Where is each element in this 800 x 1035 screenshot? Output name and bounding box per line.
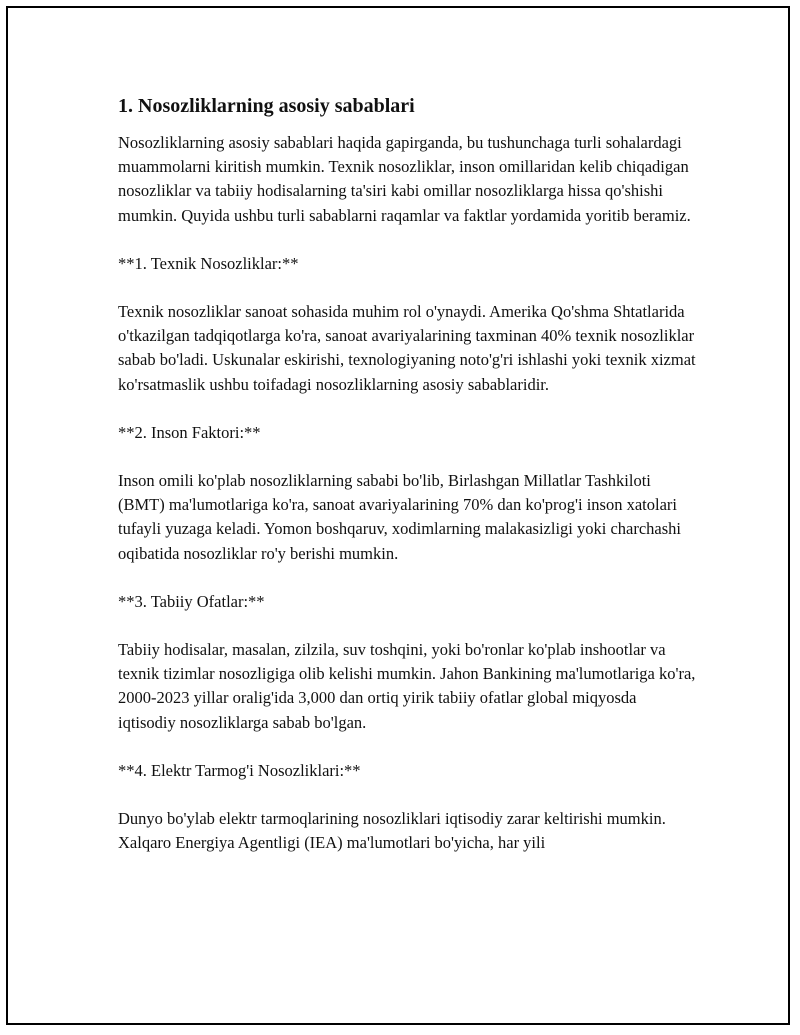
intro-paragraph: Nosozliklarning asosiy sabablari haqida gapirganda, bu tushunchaga turli sohalardagi muammolarni kiritish mumkin. Texnik nosozliklar, inson omillaridan kelib chiqadigan nosozliklar va tabiiy hodisalarning ta'siri kabi omillar nosozliklarga hissa qo'shishi mumkin. Quyida ushbu turli sabablarni raqamlar va faktlar yordamida yoritib beramiz. — [118, 133, 691, 225]
subheading-tabiiy: **3. Tabiiy Ofatlar:** — [118, 591, 265, 611]
paragraph-elektr: Dunyo bo'ylab elektr tarmoqlarining nosozliklari iqtisodiy zarar keltirishi mumkin. Xalqaro Energiya Agentligi (IEA) ma'lumotlari bo'yicha, har yili — [118, 809, 666, 853]
document-body — [118, 93, 698, 879]
paragraph-texnik: Texnik nosozliklar sanoat sohasida muhim rol o'ynaydi. Amerika Qo'shma Shtatlarida o'tkazilgan tadqiqotlarga ko'ra, sanoat avariyalarining taxminan 40% texnik nosozliklar sabab bo'ladi. Uskunalar eskirishi, texnologiyaning noto'g'ri ishlashi yoki texnik xizmat ko'rsatmaslik ushbu toifadagi nosozliklarning asosiy sabablaridir. — [118, 302, 696, 394]
section-heading: 1. Nosozliklarning asosiy sabablari — [118, 95, 415, 117]
paragraph-inson: Inson omili ko'plab nosozliklarning sababi bo'lib, Birlashgan Millatlar Tashkiloti (BMT) ma'lumotlariga ko'ra, sanoat avariyalarining 70% dan ko'prog'i inson xatolari tufayli yuzaga keladi. Yomon boshqaruv, xodimlarning malakasizligi yoki charchashi oqibatida nosozliklar ro'y berishi mumkin. — [118, 471, 682, 563]
subheading-inson: **2. Inson Faktori:** — [118, 422, 261, 442]
subheading-elektr: **4. Elektr Tarmog'i Nosozliklari:** — [118, 760, 361, 780]
subheading-texnik: **1. Texnik Nosozliklar:** — [118, 253, 299, 273]
paragraph-tabiiy: Tabiiy hodisalar, masalan, zilzila, suv toshqini, yoki bo'ronlar ko'plab inshootlar va texnik tizimlar nosozligiga olib kelishi mumkin. Jahon Bankining ma'lumotlariga ko'ra, 2000-2023 yillar oralig'ida 3,000 dan ortiq yirik tabiiy ofatlar global miqyosda iqtisodiy nosozliklarga sabab bo'lgan. — [118, 640, 696, 732]
